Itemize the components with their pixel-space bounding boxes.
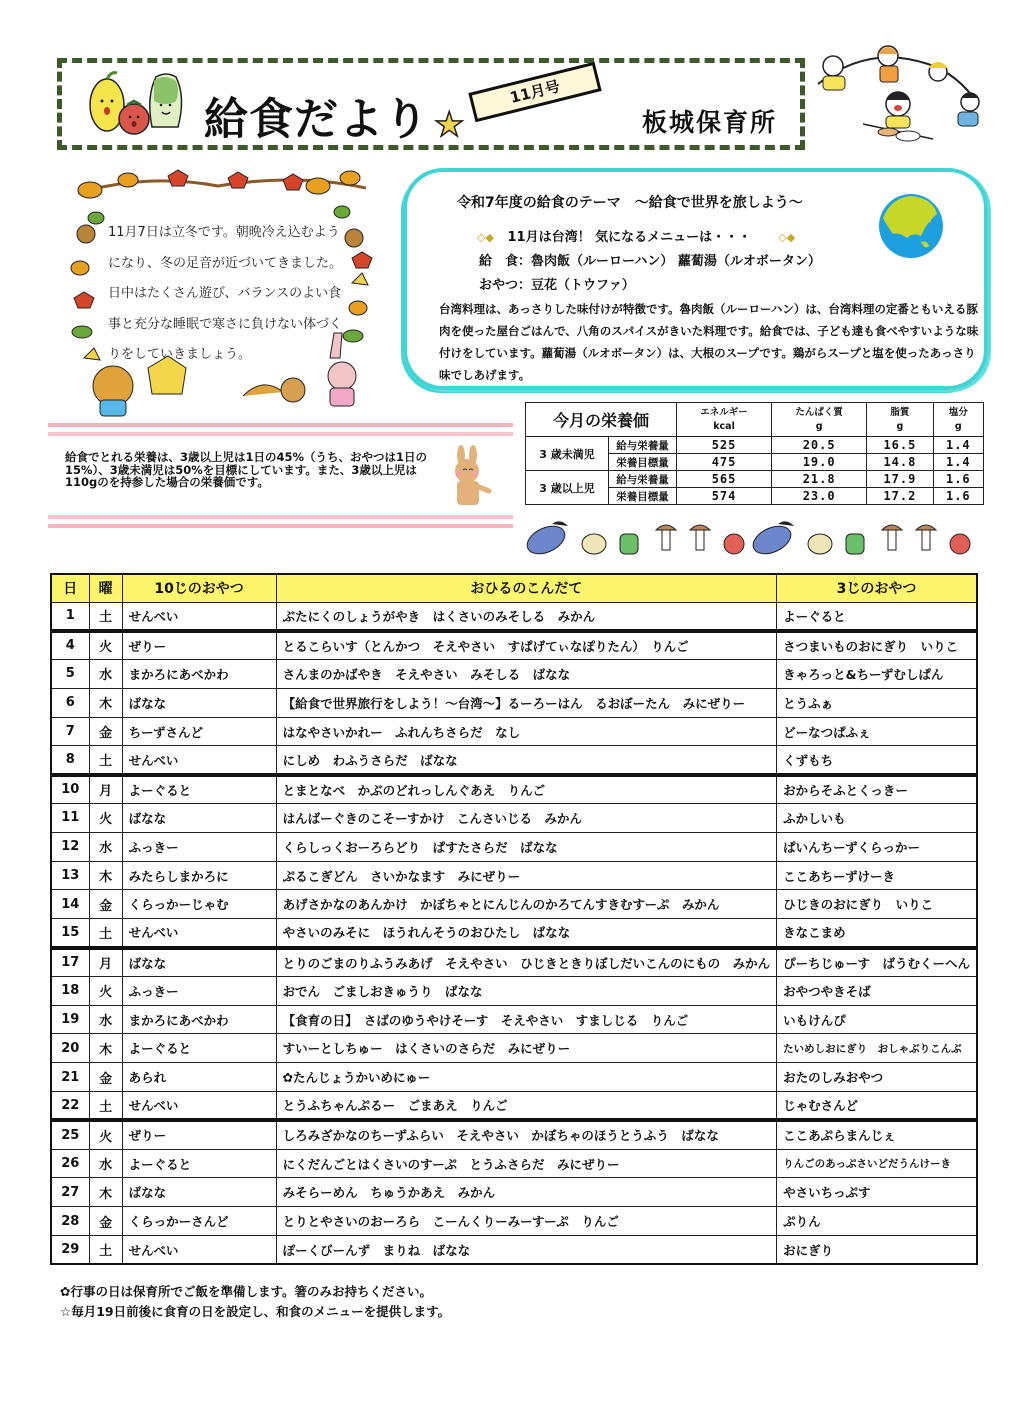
afternoon-snack-cell: たいめしおにぎり おしゃぶりこんぶ bbox=[777, 1034, 977, 1063]
morning-snack-cell: ぜりー bbox=[122, 631, 276, 660]
col-protein: たんぱく質 g bbox=[772, 403, 867, 437]
lunch-cell: にしめ わふうさらだ ばなな bbox=[276, 746, 777, 775]
day-cell: 11 bbox=[51, 804, 89, 833]
morning-snack-cell: せんべい bbox=[122, 919, 276, 948]
header-morning-snack: 10じのおやつ bbox=[122, 574, 276, 602]
morning-snack-cell: せんべい bbox=[122, 746, 276, 775]
lunch-cell: ぶたにくのしょうがやき はくさいのみそしる みかん bbox=[276, 602, 777, 631]
morning-snack-cell: ふっきー bbox=[122, 976, 276, 1005]
table-row bbox=[51, 890, 977, 919]
weekday-cell: 金 bbox=[89, 1063, 122, 1092]
menu-header-row bbox=[51, 574, 977, 602]
lunch-cell: にくだんごとはくさいのすーぷ とうふさらだ みにぜりー bbox=[276, 1149, 777, 1178]
day-cell: 28 bbox=[51, 1207, 89, 1236]
afternoon-snack-cell: さつまいものおにぎり いりこ bbox=[777, 631, 977, 660]
table-row bbox=[51, 688, 977, 717]
weekday-cell: 土 bbox=[89, 919, 122, 948]
table-row bbox=[51, 1120, 977, 1149]
afternoon-snack-cell: じゃむさんど bbox=[777, 1092, 977, 1121]
lunch-cell: ぽーくびーんず まりね ばなな bbox=[276, 1236, 777, 1265]
table-row bbox=[51, 1092, 977, 1121]
table-row bbox=[51, 1178, 977, 1207]
newsletter-title: 給食だより bbox=[204, 94, 429, 145]
vegetable-parade-icon bbox=[520, 516, 980, 564]
afternoon-snack-cell: ぷりん bbox=[777, 1207, 977, 1236]
weekday-cell: 木 bbox=[89, 1034, 122, 1063]
day-cell: 20 bbox=[51, 1034, 89, 1063]
table-row bbox=[51, 861, 977, 890]
weekday-cell: 月 bbox=[89, 948, 122, 977]
weekday-cell: 水 bbox=[89, 660, 122, 689]
weekday-cell: 金 bbox=[89, 1207, 122, 1236]
value-cell: 21.8 bbox=[772, 471, 867, 488]
col-salt: 塩分 g bbox=[933, 403, 983, 437]
table-row bbox=[51, 775, 977, 804]
day-cell: 17 bbox=[51, 948, 89, 977]
value-cell: 19.0 bbox=[772, 454, 867, 471]
row-kind: 栄養目標量 bbox=[609, 454, 677, 471]
value-cell: 475 bbox=[677, 454, 772, 471]
table-row bbox=[51, 717, 977, 746]
table-row bbox=[51, 602, 977, 631]
row-kind: 栄養目標量 bbox=[609, 488, 677, 505]
morning-snack-cell: くらっかーじゃむ bbox=[122, 890, 276, 919]
afternoon-snack-cell: おやつやきそば bbox=[777, 976, 977, 1005]
table-row bbox=[51, 976, 977, 1005]
table-row bbox=[51, 1236, 977, 1265]
weekday-cell: 水 bbox=[89, 1005, 122, 1034]
table-row bbox=[51, 832, 977, 861]
morning-snack-cell: よーぐると bbox=[122, 1149, 276, 1178]
weekday-cell: 土 bbox=[89, 1236, 122, 1265]
day-cell: 29 bbox=[51, 1236, 89, 1265]
theme-month-text: 11月は台湾！ 気になるメニューは・・・ bbox=[507, 230, 752, 245]
day-cell: 27 bbox=[51, 1178, 89, 1207]
lunch-cell: さんまのかばやき そえやさい みそしる ばなな bbox=[276, 660, 777, 689]
value-cell: 14.8 bbox=[867, 454, 933, 471]
afternoon-snack-cell: おたのしみおやつ bbox=[777, 1063, 977, 1092]
afternoon-snack-cell: ここあぷらまんじぇ bbox=[777, 1120, 977, 1149]
age-group: 3 歳未満児 bbox=[526, 437, 609, 471]
value-cell: 16.5 bbox=[867, 437, 933, 454]
lunch-cell: みそらーめん ちゅうかあえ みかん bbox=[276, 1178, 777, 1207]
afternoon-snack-cell: やさいちっぷす bbox=[777, 1178, 977, 1207]
morning-snack-cell: ぜりー bbox=[122, 1120, 276, 1149]
table-row bbox=[51, 1063, 977, 1092]
header-weekday: 曜 bbox=[89, 574, 122, 602]
afternoon-snack-cell: いもけんぴ bbox=[777, 1005, 977, 1034]
rabbit-pointing-icon bbox=[443, 445, 493, 507]
greeting-text: 11月7日は立冬です。朝晩冷え込むようになり、冬の足音が近づいてきました。日中はたくさん遊び、バランスのよい食事と充分な睡眠で寒さに負けない体づくりをしていきましょう。 bbox=[108, 225, 343, 362]
footnotes bbox=[60, 1282, 450, 1322]
lunch-cell: ✿たんじょうかいめにゅー bbox=[276, 1063, 777, 1092]
lunch-cell: あげさかなのあんかけ かぼちゃとにんじんのかろてんすきむすーぷ みかん bbox=[276, 890, 777, 919]
weekday-cell: 水 bbox=[89, 1149, 122, 1178]
table-row bbox=[51, 1207, 977, 1236]
col-fat: 脂質 g bbox=[867, 403, 933, 437]
morning-snack-cell: ちーずさんど bbox=[122, 717, 276, 746]
day-cell: 18 bbox=[51, 976, 89, 1005]
weekday-cell: 火 bbox=[89, 1120, 122, 1149]
day-cell: 6 bbox=[51, 688, 89, 717]
lunch-cell: くらしっくおーろらどり ぱすたさらだ ばなな bbox=[276, 832, 777, 861]
lunch-cell: やさいのみそに ほうれんそうのおひたし ばなな bbox=[276, 919, 777, 948]
afternoon-snack-cell: どーなつぱふぇ bbox=[777, 717, 977, 746]
lunch-cell: おでん ごましおきゅうり ばなな bbox=[276, 976, 777, 1005]
morning-snack-cell: ばなな bbox=[122, 804, 276, 833]
day-cell: 13 bbox=[51, 861, 89, 890]
weekday-cell: 水 bbox=[89, 832, 122, 861]
nutrition-table-title: 今月の栄養価 bbox=[526, 403, 677, 437]
morning-snack-cell: あられ bbox=[122, 1063, 276, 1092]
lunch-cell: とりとやさいのおーろら こーんくりーみーすーぷ りんご bbox=[276, 1207, 777, 1236]
menu-table bbox=[50, 573, 978, 1265]
morning-snack-cell: よーぐると bbox=[122, 775, 276, 804]
day-cell: 26 bbox=[51, 1149, 89, 1178]
issue-ribbon: 11月号 bbox=[468, 62, 601, 123]
weekday-cell: 火 bbox=[89, 804, 122, 833]
afternoon-snack-cell: ひじきのおにぎり いりこ bbox=[777, 890, 977, 919]
header-banner bbox=[57, 58, 805, 150]
lunch-cell: すいーとしちゅー はくさいのさらだ みにぜりー bbox=[276, 1034, 777, 1063]
morning-snack-cell: ばなな bbox=[122, 948, 276, 977]
day-cell: 7 bbox=[51, 717, 89, 746]
weekday-cell: 火 bbox=[89, 976, 122, 1005]
theme-snack: おやつ：豆花（トウファ） bbox=[479, 278, 635, 293]
day-cell: 25 bbox=[51, 1120, 89, 1149]
col-energy: エネルギー kcal bbox=[677, 403, 772, 437]
weekday-cell: 月 bbox=[89, 775, 122, 804]
value-cell: 1.6 bbox=[933, 471, 983, 488]
morning-snack-cell: せんべい bbox=[122, 1236, 276, 1265]
weekday-cell: 火 bbox=[89, 631, 122, 660]
value-cell: 574 bbox=[677, 488, 772, 505]
day-cell: 19 bbox=[51, 1005, 89, 1034]
day-cell: 10 bbox=[51, 775, 89, 804]
sparkle-icon: ◇◆ bbox=[778, 231, 796, 244]
table-row bbox=[51, 948, 977, 977]
value-cell: 1.4 bbox=[933, 454, 983, 471]
children-holding-hands-icon bbox=[808, 44, 983, 144]
afternoon-snack-cell: きゃろっと&ちーずむしぱん bbox=[777, 660, 977, 689]
vegetable-mascots-icon bbox=[82, 67, 192, 145]
weekday-cell: 土 bbox=[89, 1092, 122, 1121]
weekday-cell: 木 bbox=[89, 1178, 122, 1207]
lunch-cell: しろみざかなのちーずふらい そえやさい かぼちゃのほうとうふう ばなな bbox=[276, 1120, 777, 1149]
theme-box bbox=[403, 168, 988, 390]
nutrition-note-text: 給食でとれる栄養は、3歳以上児は1日の45%（うち、おやつは1日の15%）、3歳未満児は50%を目標にしています。また、3歳以上児は110gのを持参した場合の栄養価です。 bbox=[65, 450, 428, 489]
morning-snack-cell: ばなな bbox=[122, 1178, 276, 1207]
nutrition-note bbox=[48, 423, 513, 528]
day-cell: 15 bbox=[51, 919, 89, 948]
lunch-cell: とまとなべ かぶのどれっしんぐあえ りんご bbox=[276, 775, 777, 804]
header-afternoon-snack: 3じのおやつ bbox=[777, 574, 977, 602]
afternoon-snack-cell: りんごのあっぷさいどだうんけーき bbox=[777, 1149, 977, 1178]
weekday-cell: 金 bbox=[89, 717, 122, 746]
lunch-cell: はなやさいかれー ふれんちさらだ なし bbox=[276, 717, 777, 746]
afternoon-snack-cell: ふかしいも bbox=[777, 804, 977, 833]
theme-lunch: 給 食：魯肉飯（ルーローハン） 蘿蔔湯（ルオボータン） bbox=[479, 254, 821, 269]
day-cell: 12 bbox=[51, 832, 89, 861]
row-kind: 給与栄養量 bbox=[609, 437, 677, 454]
weekday-cell: 土 bbox=[89, 602, 122, 631]
age-group: 3 歳以上児 bbox=[526, 471, 609, 505]
weekday-cell: 木 bbox=[89, 688, 122, 717]
value-cell: 20.5 bbox=[772, 437, 867, 454]
lunch-cell: とうふちゃんぷるー ごまあえ りんご bbox=[276, 1092, 777, 1121]
morning-snack-cell: まかろにあべかわ bbox=[122, 1005, 276, 1034]
morning-snack-cell: ばなな bbox=[122, 688, 276, 717]
day-cell: 21 bbox=[51, 1063, 89, 1092]
table-row bbox=[51, 746, 977, 775]
theme-title: 令和7年度の給食のテーマ ～給食で世界を旅しよう～ bbox=[457, 195, 803, 211]
day-cell: 14 bbox=[51, 890, 89, 919]
globe-icon bbox=[877, 192, 945, 260]
morning-snack-cell: くらっかーさんど bbox=[122, 1207, 276, 1236]
lunch-cell: とるこらいす（とんかつ そえやさい すぱげてぃなぽりたん） りんご bbox=[276, 631, 777, 660]
sparkle-icon: ◇◆ bbox=[477, 231, 494, 244]
star-icon: ★ bbox=[434, 105, 465, 145]
lunch-cell: ぷるこぎどん さいかなます みにぜりー bbox=[276, 861, 777, 890]
table-row bbox=[51, 1149, 977, 1178]
afternoon-snack-cell: くずもち bbox=[777, 746, 977, 775]
afternoon-snack-cell: おからそふとくっきー bbox=[777, 775, 977, 804]
weekday-cell: 金 bbox=[89, 890, 122, 919]
table-row bbox=[51, 804, 977, 833]
theme-month-intro bbox=[477, 226, 795, 245]
morning-snack-cell: ふっきー bbox=[122, 832, 276, 861]
table-row bbox=[51, 631, 977, 660]
header-lunch: おひるのこんだて bbox=[276, 574, 777, 602]
lunch-cell: はんばーぐきのこそーすかけ こんさいじる みかん bbox=[276, 804, 777, 833]
morning-snack-cell: よーぐると bbox=[122, 1034, 276, 1063]
morning-snack-cell: せんべい bbox=[122, 602, 276, 631]
day-cell: 5 bbox=[51, 660, 89, 689]
table-row bbox=[526, 437, 984, 454]
value-cell: 17.9 bbox=[867, 471, 933, 488]
morning-snack-cell: せんべい bbox=[122, 1092, 276, 1121]
weekday-cell: 木 bbox=[89, 861, 122, 890]
day-cell: 8 bbox=[51, 746, 89, 775]
school-name: 板城保育所 bbox=[642, 108, 778, 137]
value-cell: 1.4 bbox=[933, 437, 983, 454]
value-cell: 565 bbox=[677, 471, 772, 488]
value-cell: 23.0 bbox=[772, 488, 867, 505]
table-row bbox=[526, 471, 984, 488]
greeting-frame bbox=[68, 168, 373, 418]
nutrition-table bbox=[525, 402, 984, 505]
row-kind: 給与栄養量 bbox=[609, 471, 677, 488]
afternoon-snack-cell: ここあちーずけーき bbox=[777, 861, 977, 890]
header-day: 日 bbox=[51, 574, 89, 602]
afternoon-snack-cell: とうふぁ bbox=[777, 688, 977, 717]
lunch-cell: とりのごまのりふうみあげ そえやさい ひじきときりぼしだいこんのにもの みかん bbox=[276, 948, 777, 977]
table-row bbox=[51, 1034, 977, 1063]
table-row bbox=[51, 919, 977, 948]
footnote-event-day: ✿行事の日は保育所でご飯を準備します。箸のみお持ちください。 bbox=[60, 1284, 432, 1299]
day-cell: 22 bbox=[51, 1092, 89, 1121]
lunch-cell: 【食育の日】 さばのゆうやけそーす そえやさい すましじる りんご bbox=[276, 1005, 777, 1034]
day-cell: 1 bbox=[51, 602, 89, 631]
afternoon-snack-cell: ぱいんちーずくらっかー bbox=[777, 832, 977, 861]
lunch-cell: 【給食で世界旅行をしよう！～台湾～】るーろーはん るおぼーたん みにぜりー bbox=[276, 688, 777, 717]
weekday-cell: 土 bbox=[89, 746, 122, 775]
afternoon-snack-cell: ぴーちじゅーす ばうむくーへん bbox=[777, 948, 977, 977]
value-cell: 525 bbox=[677, 437, 772, 454]
theme-description: 台湾料理は、あっさりした味付けが特徴です。魯肉飯（ルーローハン）は、台湾料理の定番ともいえる豚肉を使った屋台ごはんで、八角のスパイスがきいた料理です。給食では、子ども達も食べやすいような味付けをしています。蘿蔔湯（ルオボータン）は、大根のスープです。鶏がらスープと塩を使ったあっさり味でしあげます。 bbox=[439, 302, 979, 382]
afternoon-snack-cell: よーぐると bbox=[777, 602, 977, 631]
afternoon-snack-cell: おにぎり bbox=[777, 1236, 977, 1265]
value-cell: 17.2 bbox=[867, 488, 933, 505]
day-cell: 4 bbox=[51, 631, 89, 660]
afternoon-snack-cell: きなこまめ bbox=[777, 919, 977, 948]
value-cell: 1.6 bbox=[933, 488, 983, 505]
table-row bbox=[51, 660, 977, 689]
morning-snack-cell: まかろにあべかわ bbox=[122, 660, 276, 689]
morning-snack-cell: みたらしまかろに bbox=[122, 861, 276, 890]
table-row bbox=[51, 1005, 977, 1034]
footnote-food-education-day: ☆毎月19日前後に食育の日を設定し、和食のメニューを提供します。 bbox=[60, 1304, 451, 1319]
